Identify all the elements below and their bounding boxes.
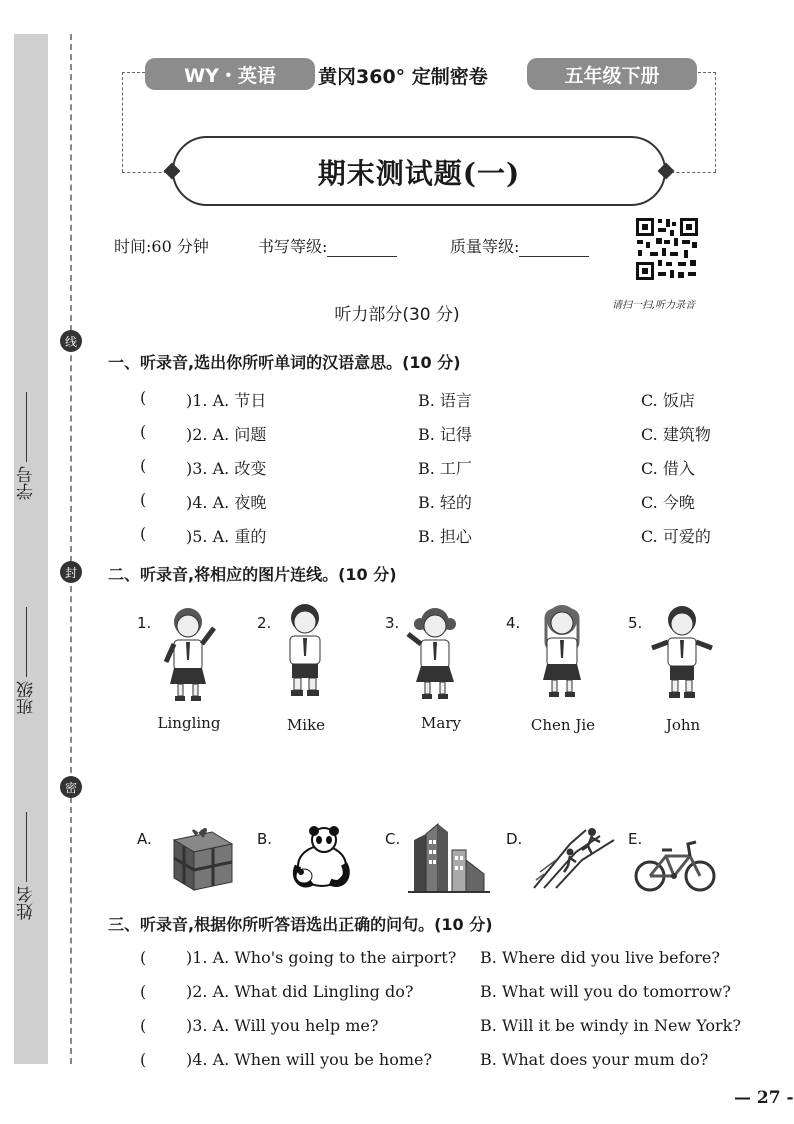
class-label: 班级	[17, 681, 37, 715]
answer-paren[interactable]: (	[140, 1016, 147, 1035]
person-1-number: 1.	[137, 614, 152, 632]
writing-grade-blank[interactable]	[327, 243, 397, 257]
girl-chenjie-icon[interactable]	[534, 600, 590, 700]
question-option-c: C. 今晚	[641, 493, 695, 512]
section-1-question-5	[0, 524, 794, 552]
quality-grade-label: 质量等级:	[450, 237, 520, 256]
question-option-c: C. 饭店	[641, 391, 695, 410]
climbing-icon[interactable]	[530, 824, 618, 890]
gift-icon[interactable]	[170, 822, 236, 892]
time-info: 时间:60 分钟	[114, 237, 209, 256]
writing-grade-label: 书写等级:	[258, 237, 328, 256]
section-1-question-2	[0, 422, 794, 450]
section-1-question-1	[0, 388, 794, 416]
seal-xian: 线	[60, 330, 82, 352]
person-4-name: Chen Jie	[530, 716, 596, 734]
writing-grade	[258, 234, 397, 257]
option-b-letter: B.	[257, 830, 273, 848]
question-option-a: )2. A. 问题	[186, 425, 267, 444]
listening-part-title: 听力部分(30 分)	[334, 305, 460, 325]
question-option-c: C. 可爱的	[641, 527, 711, 546]
page-number: — 27 -	[734, 1088, 794, 1108]
question-option-a: )3. A. Will you help me?	[186, 1016, 379, 1035]
section-3-question-1	[0, 948, 794, 976]
answer-paren[interactable]: (	[140, 524, 147, 543]
question-option-a: )1. A. Who's going to the airport?	[186, 948, 457, 967]
seal-feng: 封	[60, 561, 82, 583]
qr-code-icon[interactable]	[634, 216, 700, 282]
option-e-letter: E.	[628, 830, 643, 848]
question-option-b: B. 工厂	[418, 459, 472, 478]
answer-paren[interactable]: (	[140, 456, 147, 475]
name-field[interactable]	[14, 720, 48, 920]
buildings-icon[interactable]	[408, 820, 490, 896]
answer-paren[interactable]: (	[140, 388, 147, 407]
question-option-c: C. 借入	[641, 459, 695, 478]
question-option-b: B. Will it be windy in New York?	[480, 1016, 741, 1035]
section-1-question-4	[0, 490, 794, 518]
girl-mary-icon[interactable]	[404, 604, 466, 704]
question-option-b: B. 担心	[418, 527, 472, 546]
answer-paren[interactable]: (	[140, 948, 147, 967]
question-option-b: B. 语言	[418, 391, 472, 410]
question-option-b: B. Where did you live before?	[480, 948, 720, 967]
person-4-number: 4.	[506, 614, 521, 632]
quality-grade	[450, 234, 589, 257]
person-3-name: Mary	[421, 714, 461, 732]
person-2-name: Mike	[286, 716, 326, 734]
girl-lingling-icon[interactable]	[160, 604, 220, 704]
answer-paren[interactable]: (	[140, 1050, 147, 1069]
option-c-letter: C.	[385, 830, 401, 848]
question-option-b: B. What will you do tomorrow?	[480, 982, 731, 1001]
grade-pill: 五年级下册	[527, 58, 697, 90]
section-1-question-3	[0, 456, 794, 484]
seal-mi: 密	[60, 776, 82, 798]
question-option-a: )3. A. 改变	[186, 459, 267, 478]
qr-caption: 请扫一扫,听力录音	[612, 300, 696, 311]
quality-grade-blank[interactable]	[519, 243, 589, 257]
option-a-letter: A.	[137, 830, 152, 848]
section-1-title: 一、听录音,选出你所听单词的汉语意思。(10 分)	[108, 353, 461, 372]
person-3-number: 3.	[385, 614, 400, 632]
panda-icon[interactable]	[290, 826, 350, 892]
option-d-letter: D.	[506, 830, 523, 848]
question-option-b: B. What does your mum do?	[480, 1050, 709, 1069]
answer-paren[interactable]: (	[140, 490, 147, 509]
series-name: 黄冈360° 定制密卷	[318, 66, 488, 88]
question-option-b: B. 记得	[418, 425, 472, 444]
section-3-question-3	[0, 1016, 794, 1044]
question-option-b: B. 轻的	[418, 493, 472, 512]
person-5-name: John	[665, 716, 701, 734]
answer-paren[interactable]: (	[140, 982, 147, 1001]
subject-pill: WY・英语	[145, 58, 315, 90]
question-option-a: )4. A. 夜晚	[186, 493, 267, 512]
question-option-a: )2. A. What did Lingling do?	[186, 982, 414, 1001]
person-5-number: 5.	[628, 614, 643, 632]
answer-paren[interactable]: (	[140, 422, 147, 441]
name-label: 姓名	[17, 886, 37, 920]
section-2-title: 二、听录音,将相应的图片连线。(10 分)	[108, 565, 397, 584]
question-option-a: )5. A. 重的	[186, 527, 267, 546]
boy-mike-icon[interactable]	[278, 600, 332, 700]
section-3-title: 三、听录音,根据你所听答语选出正确的问句。(10 分)	[108, 915, 493, 934]
question-option-a: )1. A. 节日	[186, 391, 267, 410]
question-option-c: C. 建筑物	[641, 425, 711, 444]
section-3-question-2	[0, 982, 794, 1010]
boy-john-icon[interactable]	[648, 602, 716, 702]
bicycle-icon[interactable]	[634, 838, 716, 894]
person-2-number: 2.	[257, 614, 272, 632]
section-3-question-4	[0, 1050, 794, 1078]
person-1-name: Lingling	[157, 714, 221, 732]
question-option-a: )4. A. When will you be home?	[186, 1050, 433, 1069]
page-title: 期末测试题(一)	[317, 157, 521, 190]
student-id-label: 学号	[17, 466, 37, 500]
